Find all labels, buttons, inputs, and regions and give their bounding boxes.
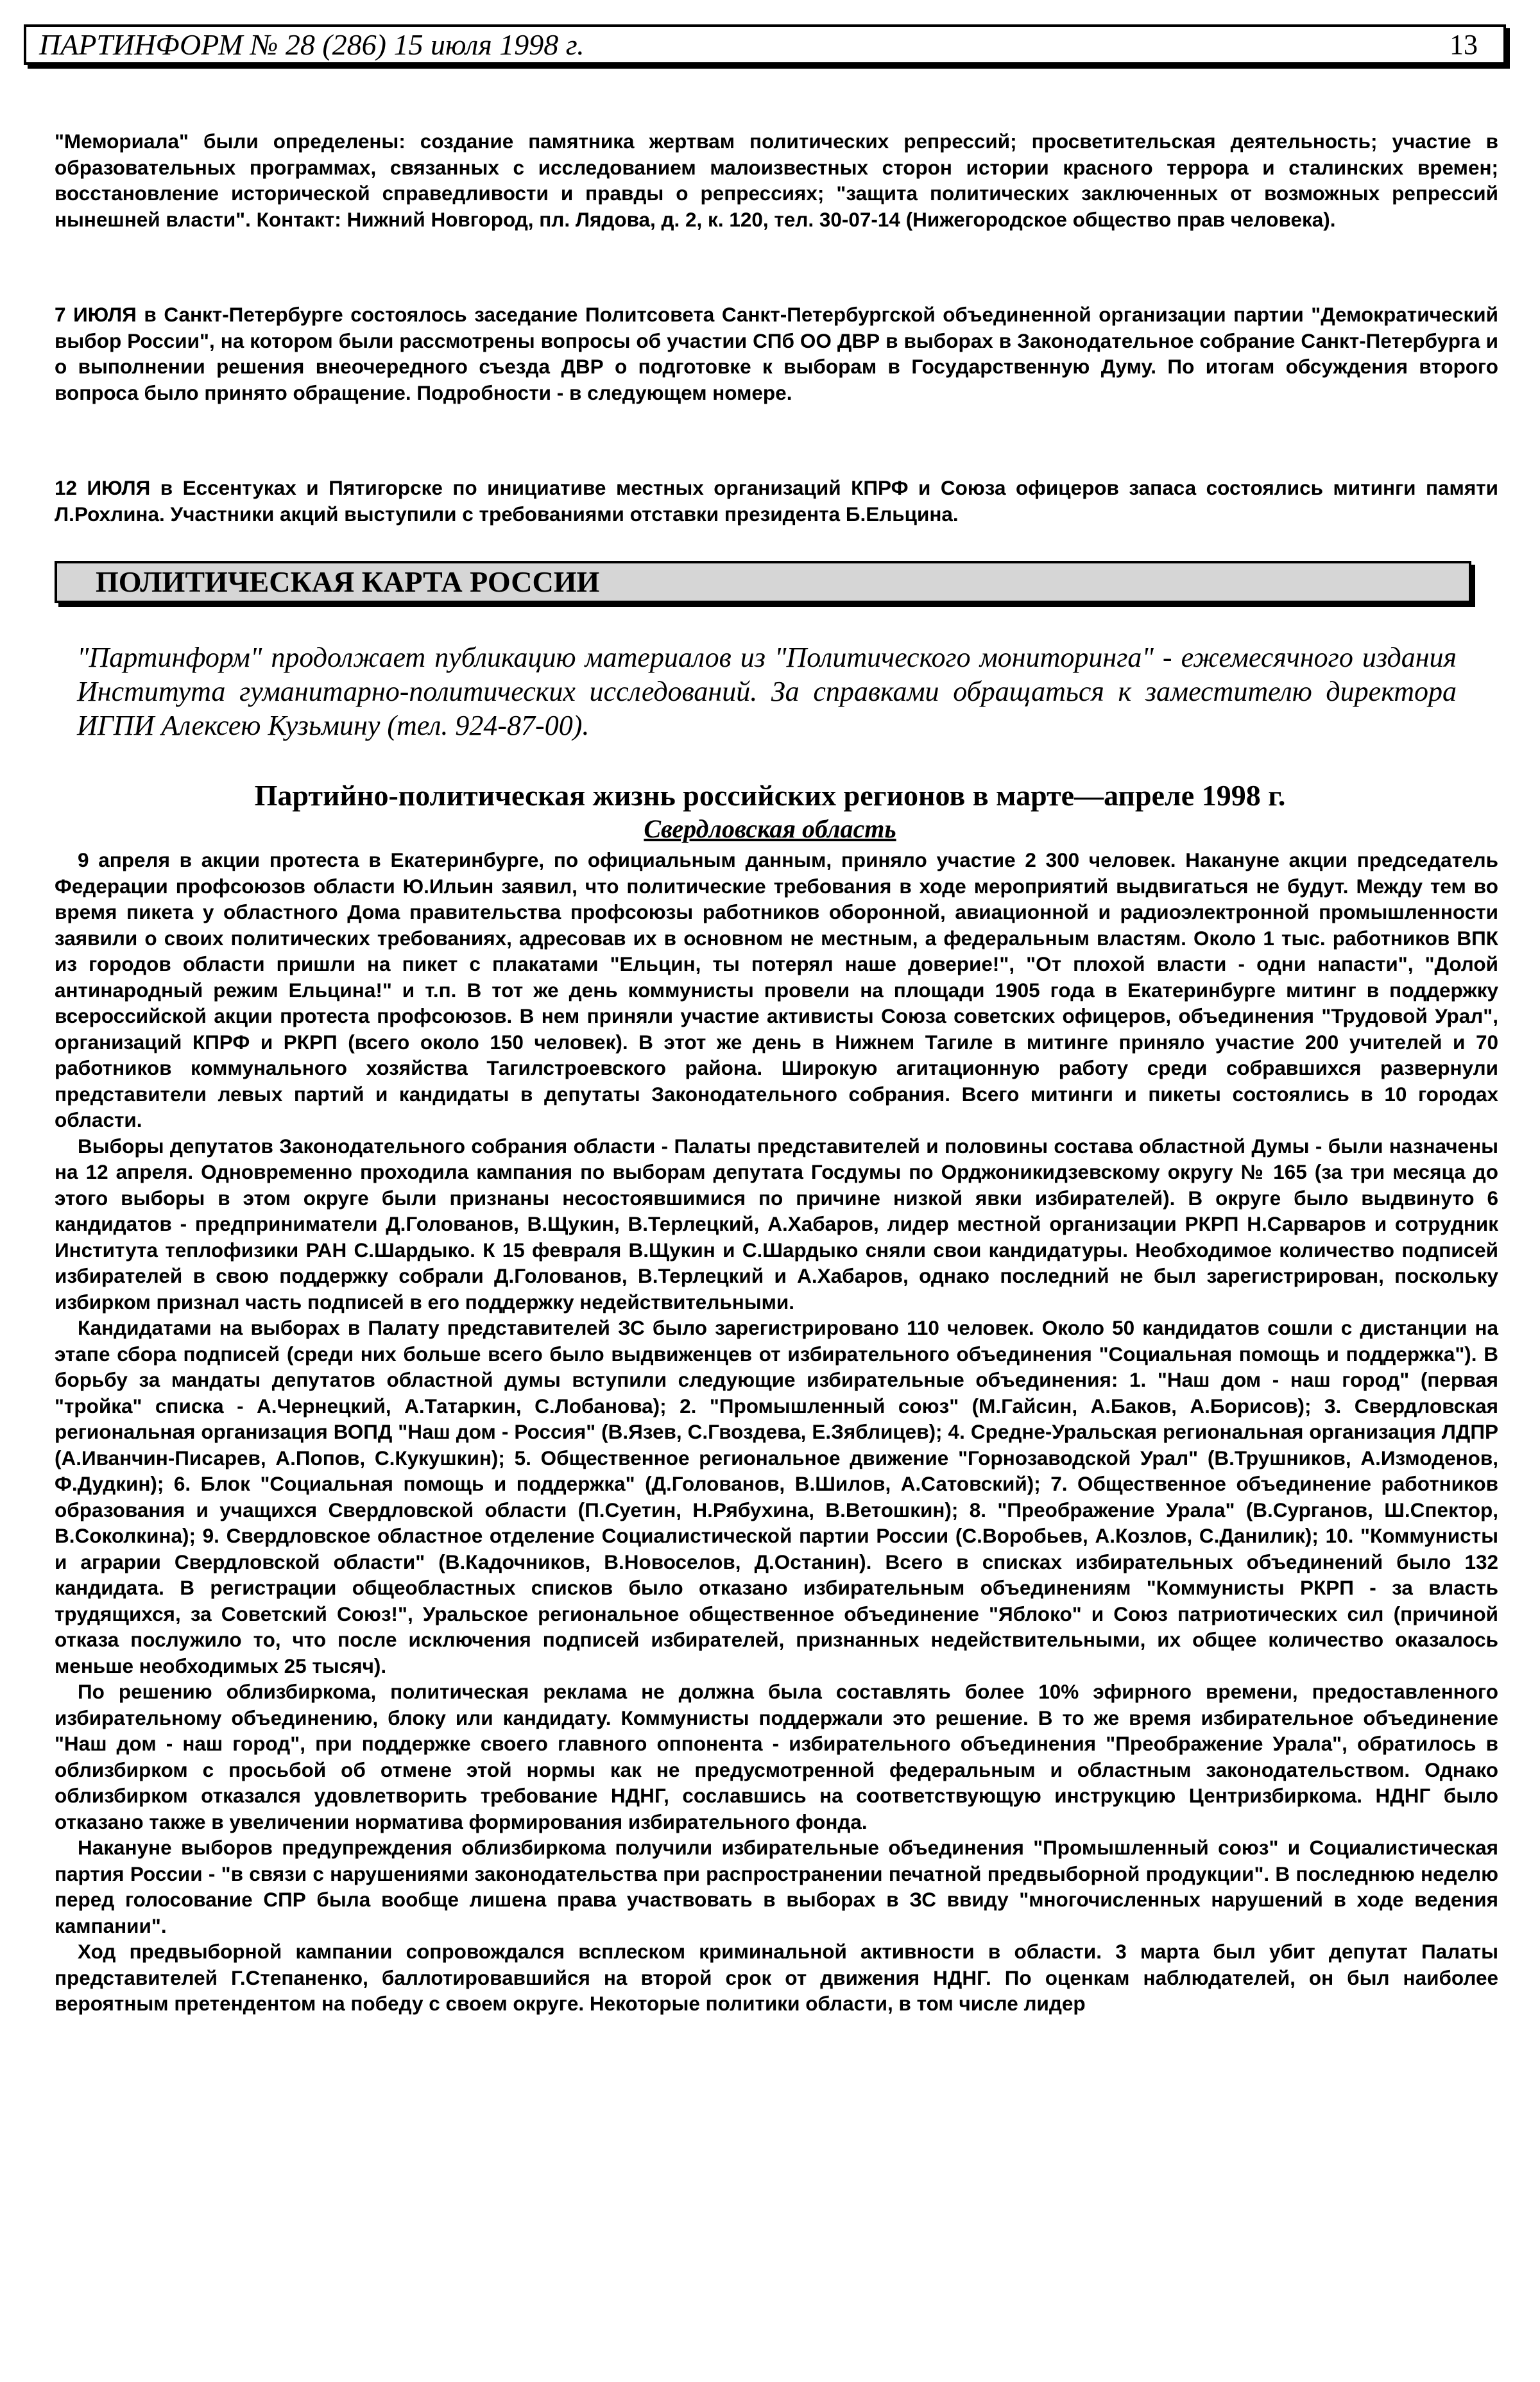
page-number: 13 bbox=[1450, 29, 1478, 60]
article-paragraph: Кандидатами на выборах в Палату представителей ЗС было зарегистрировано 110 человек. Около 50 кандидатов сошли с дистанции на этапе сбора подписей (среди них больше всего было выдвиженцев от избирательного объединения "Социальная помощь и поддержка"). В борьбу за мандаты депутатов областной думы вступили следующие избирательные объединения: 1. "Наш дом - наш город" (первая "тройка" списка - А.Чернецкий, А.Татаркин, С.Лобанова); 2. "Промышленный союз" (М.Гайсин, А.Баков, А.Борисов); 3. Свердловская региональная организация ВОПД "Наш дом - Россия" (В.Язев, С.Гвоздева, Е.Зяблицев); 4. Средне-Уральская региональная организация ЛДПР (А.Иванчин-Писарев, А.Попов, С.Кукушкин); 5. Общественное региональное движение "Горнозаводской Урал" (В.Трушников, А.Измоденов, Ф.Дудкин); 6. Блок "Социальная помощь и поддержка" (Д.Голованов, В.Шилов, А.Сатовский); 7. Общественное объединение работников образования и учащихся Свердловской области (П.Суетин, Н.Рябухина, В.Ветошкин); 8. "Преображение Урала" (В.Сурганов, Ш.Спектор, В.Соколкина); 9. Свердловское областное отделение Социалистической партии России (С.Воробьев, А.Козлов, С.Данилик); 10. "Коммунисты и аграрии Свердловской области" (В.Кадочников, В.Новоселов, Д.Останин). Всего в списках избирательных объединений было 132 кандидата. В регистрации общеобластных списков было отказано избирательным объединениям "Коммунисты РКРП - за власть трудящихся, за Советский Союз!", Уральское региональное общественное объединение "Яблоко" и Союз патриотических сил (причиной отказа послужило то, что после исключения подписей избирателей, признанных недействительными, их общее количество оказалось меньше необходимых 25 тысяч). bbox=[55, 1316, 1498, 1677]
region-heading: Свердловская область bbox=[644, 814, 896, 843]
rokhlin-news-paragraph: 12 ИЮЛЯ в Ессентуках и Пятигорске по инициативе местных организаций КПРФ и Союза офицеров запаса состоялись митинги памяти Л.Рохлина. Участники акций выступили с требованиями отставки президента Б.Ельцина. bbox=[55, 476, 1498, 526]
article-title: Партийно-политическая жизнь российских регионов в марте—апреле 1998 г. bbox=[254, 779, 1286, 812]
dvr-news-paragraph: 7 ИЮЛЯ в Санкт-Петербурге состоялось заседание Политсовета Санкт-Петербургской объединенной организации партии "Демократический выбор России", на котором были рассмотрены вопросы об участии СПб ОО ДВР в выборах в Законодательное собрание Санкт-Петербурга и о выполнении решения внеочередного съезда ДВР о подготовке к выборам в Государственную Думу. По итогам обсуждения второго вопроса было принято обращение. Подробности - в следующем номере. bbox=[55, 303, 1498, 404]
intro-note: "Партинформ" продолжает публикацию материалов из "Политического мониторинга" - ежемесячного издания Института гуманитарно-политических исследований. За справками обращаться к заместителю директора ИГПИ Алексею Кузьмину (тел. 924-87-00). bbox=[77, 642, 1457, 741]
section-heading: ПОЛИТИЧЕСКАЯ КАРТА РОССИИ bbox=[55, 561, 1471, 603]
article-paragraph: Накануне выборов предупреждения облизбиркома получили избирательные объединения "Промышленный союз" и Социалистическая партия России - "в связи с нарушениями законодательства при распространении печатной предвыборной продукции". В последнюю неделю перед голосование СПР была вообще лишена права участвовать в выборах в ЗС ввиду "многочисленных нарушений в ходе ведения кампании". bbox=[55, 1836, 1498, 1937]
article-paragraph: По решению облизбиркома, политическая реклама не должна была составлять более 10% эфирного времени, предоставленного избирательному объединению, блоку или кандидату. Коммунисты поддержали это решение. В то же время избирательное объединение "Наш дом - наш город", при поддержке своего главного оппонента - избирательного объединения "Преображение Урала", обратилось в облизбирком с просьбой об отмене этой нормы как не предусмотренной федеральным и областным законодательством. Однако облизбирком отказался удовлетворить требование НДНГ, сославшись на соответствующую инструкцию Центризбиркома. НДНГ было отказано также в увеличении норматива формирования избирательного фонда. bbox=[55, 1680, 1498, 1833]
article-body bbox=[55, 847, 1498, 2017]
article-paragraph: Ход предвыборной кампании сопровождался всплеском криминальной активности в области. 3 марта был убит депутат Палаты представителей Г.Степаненко, баллотировавшийся на второй срок от движения НДНГ. По оценкам наблюдателей, он был наиболее вероятным претендентом на победу с своем округе. Некоторые политики области, в том числе лидер bbox=[55, 1940, 1498, 2015]
memorial-paragraph: "Мемориала" были определены: создание памятника жертвам политических репрессий; просветительская деятельность; участие в образовательных программах, связанных с исследованием малоизвестных сторон истории красного террора и сталинских времен; восстановление исторической справедливости и правды о репрессиях; "защита политических заключенных от возможных репрессий нынешней власти". Контакт: Нижний Новгород, пл. Лядова, д. 2, к. 120, тел. 30-07-14 (Нижегородское общество прав человека). bbox=[55, 130, 1498, 231]
page-header bbox=[24, 24, 1506, 65]
publication-title: ПАРТИНФОРМ № 28 (286) 15 июля 1998 г. bbox=[39, 28, 585, 61]
article-paragraph: 9 апреля в акции протеста в Екатеринбурге, по официальным данным, приняло участие 2 300 человек. Накануне акции председатель Федерации профсоюзов области Ю.Ильин заявил, что политические требования в ходе мероприятий выдвигаться не будут. Между тем во время пикета у областного Дома правительства профсоюзы работников оборонной, авиационной и радиоэлектронной промышленности заявили о своих политических требованиях, адресовав их в основном не местным, а федеральным властям. Около 1 тыс. работников ВПК из городов области пришли на пикет с плакатами "Ельцин, ты потерял наше доверие!", "От плохой власти - одни напасти", "Долой антинародный режим Ельцина!" и т.п. В тот же день коммунисты провели на площади 1905 года в Екатеринбурге митинг в поддержку всероссийской акции протеста профсоюзов. В нем приняли участие активисты Союза советских офицеров, объединения "Трудовой Урал", организаций КПРФ и РКРП (всего около 150 человек). В этот же день в Нижнем Тагиле в митинге приняло участие 200 учителей и 70 работников коммунального хозяйства Тагилстроевского района. Широкую агитационную работу среди собравшихся развернули представители левых партий и кандидаты в депутаты Законодательного собрания. Всего митинги и пикеты состоялись в 10 городах области. bbox=[55, 848, 1498, 1131]
article-paragraph: Выборы депутатов Законодательного собрания области - Палаты представителей и половины состава областной Думы - были назначены на 12 апреля. Одновременно проходила кампания по выборам депутата Госдумы по Орджоникидзевскому округу № 165 (за три месяца до этого выборы в этом округе были признаны несостоявшимися по причине низкой явки избирателей). В округе было выдвинуто 6 кандидатов - предприниматели Д.Голованов, В.Щукин, В.Терлецкий, А.Хабаров, лидер местной организации РКРП Н.Сарваров и сотрудник Института теплофизики РАН С.Шардыко. К 15 февраля В.Щукин и С.Шардыко сняли свои кандидатуры. Необходимое количество подписей избирателей в свою поддержку собрали Д.Голованов, В.Терлецкий и А.Хабаров, однако последний не был зарегистрирован, поскольку избирком признал часть подписей в его поддержку недействительными. bbox=[55, 1134, 1498, 1314]
